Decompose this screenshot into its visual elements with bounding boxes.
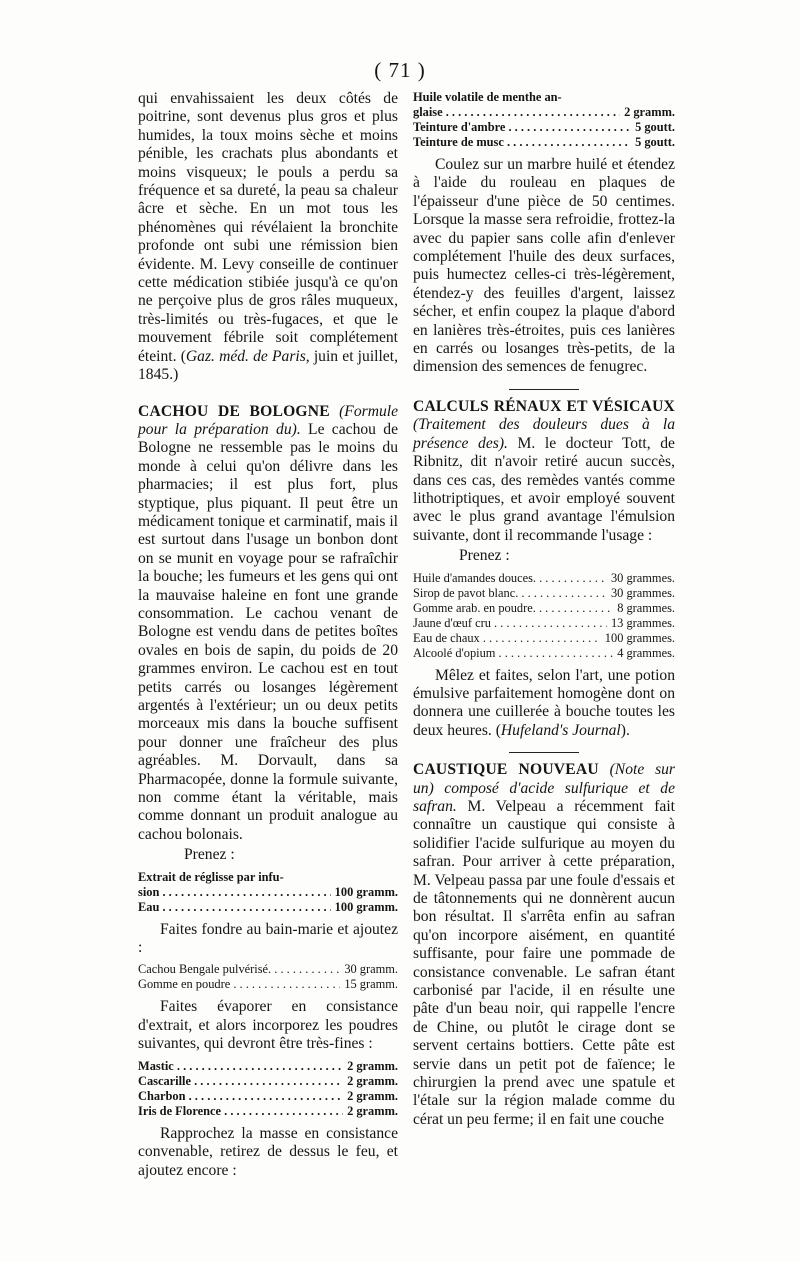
recipe-row: Eau . . . 100 gramm.	[138, 900, 398, 915]
entry-subtitle: (Formule pour la préparation du).	[138, 402, 399, 438]
entry-cachou-de-bologne: CACHOU DE BOLOGNE (Formule pour la préparation du). Le cachou de Bologne ne ressemble pas le moins du monde à celui qu'on délivre dans les pharmacies; il est plus fort, plus styptique, plus piquant. Il peut être un médicament tonique et carminatif, mais il est surtout dans l'usage un bonbon dont on se munit en voyage pour se rafraîchir la bouche; les fumeurs et les gens qui ont la mauvaise haleine en font une grande consommation. Le cachou venant de Bologne est vendu dans de petites boîtes ovales en bois de sapin, du poids de 20 grammes environ. Le cachou est en tout petits carrés ou losanges légèrement argentés à l'extérieur; un ou deux petits morceaux mis dans la bouche suffisent pour donner une fraîcheur des plus agréables. M. Dorvault, dans sa Pharmacopée, donne la formule suivante, non comme étant la véritable, mais comme donnant un produit analogue au cachou bolonais.	[138, 402, 399, 843]
entry-calculs-renaux: CALCULS RÉNAUX ET VÉSICAUX (Traitement des douleurs dues à la présence des). M. le docteur Tott, de Ribnitz, dit n'avoir retiré aucun succès, dans ces cas, des remèdes vantés comme lithotriptiques, et avoir employé souvent avec le plus grand avantage l'émulsion suivante, dont il recommande l'usage :	[413, 397, 675, 544]
recipe-row: Cascarille . . . 2 gramm.	[138, 1074, 398, 1089]
recipe-row: sion . . . 100 gramm.	[138, 885, 398, 900]
recipe-row: Iris de Florence . . . 2 gramm.	[138, 1104, 398, 1119]
entry-subtitle: (Note sur un) composé d'acide sulfurique et de safran.	[413, 761, 675, 815]
recipe-row: Teinture de musc . . . 5 goutt.	[413, 135, 675, 150]
citation: Gaz. méd. de Paris,	[185, 347, 310, 365]
recipe-list	[138, 1059, 398, 1119]
section-divider	[509, 752, 579, 753]
entry-subtitle: (Traitement des douleurs dues à la présence des).	[413, 416, 675, 452]
recipe-row: Alcoolé d'opium . . . 4 grammes.	[413, 646, 675, 661]
entry-caustique-nouveau: CAUSTIQUE NOUVEAU (Note sur un) composé d'acide sulfurique et de safran. M. Velpeau a récemment fait connaître un caustique qui consiste à solidifier l'acide sulfurique au moyen du safran. Pour arriver à cette préparation, M. Velpeau passa par une foule d'essais et de tâtonnements qui ne donnèrent aucun bon résultat. Il s'arrêta enfin au safran qu'on incorpore aisément, en quantité suffisante, pour faire une pommade de consistance convenable. Le safran étant carbonisé par l'acide, il en résulte une pâte d'un beau noir, qui rappelle l'encre de Chine, ou plutôt le cirage dont se servent certains bottiers. Cette pâte est servie dans un petit pot de faïence; le chirurgien la prend avec une spatule et l'étale sur la région malade comme du cérat un peu ferme; il en fait une couche	[413, 761, 675, 1128]
entry-title: CALCULS RÉNAUX ET VÉSICAUX	[413, 397, 675, 415]
citation: Hufeland's Journal	[500, 721, 621, 739]
paragraph-bronchite: qui envahissaient les deux côtés de poitrine, sont devenus plus gros et plus humides, la toux moins sèche et moins pénible, les crachats plus abondants et moins visqueux; le pouls a perdu sa fréquence et sa dureté, la peau sa chaleur âcre et sèche. En un mot tous les phénomènes qui révélaient la bronchite profonde ont subi une rémission bien évidente. M. Levy conseille de continuer cette médication stibiée jusqu'à ce qu'on ne perçoive plus de gros râles muqueux, très-limités ou très-fugaces, et que le mouvement fébrile soit complétement éteint. (Gaz. méd. de Paris, juin et juillet, 1845.)	[138, 90, 398, 384]
recipe-row: Cachou Bengale pulvérisé. . . . 30 gramm.	[138, 962, 398, 977]
paragraph-faites-fondre: Faites fondre au bain-marie et ajoutez :	[138, 920, 398, 957]
recipe-row: Teinture d'ambre . . . 5 goutt.	[413, 120, 675, 135]
recipe-row: Sirop de pavot blanc. . . . 30 grammes.	[413, 586, 675, 601]
paragraph-faites-evaporer: Faites évaporer en consistance d'extrait, et alors incorporez les poudres suivantes, qui devront être très-fines :	[138, 998, 398, 1053]
recipe-list	[413, 90, 675, 150]
recipe-list	[138, 962, 398, 992]
recipe-row: Gomme arab. en poudre. . . . 8 grammes.	[413, 601, 675, 616]
section-divider	[509, 389, 579, 390]
prenez-label: Prenez :	[459, 547, 510, 565]
recipe-row: Huile d'amandes douces. . . . 30 grammes.	[413, 571, 675, 586]
recipe-line: Extrait de réglisse par infu-	[138, 869, 284, 884]
prenez-label: Prenez :	[184, 846, 235, 864]
entry-title: CACHOU DE BOLOGNE	[138, 402, 330, 420]
recipe-row: Gomme en poudre . . . 15 gramm.	[138, 977, 398, 992]
recipe-row: Charbon . . . 2 gramm.	[138, 1089, 398, 1104]
left-column	[138, 90, 398, 1180]
recipe-row: Mastic . . . 2 gramm.	[138, 1059, 398, 1074]
paragraph-melez: Mêlez et faites, selon l'art, une potion émulsive parfaitement homogène dont on donnera une cuillerée à bouche toutes les deux heures. (Hufeland's Journal).	[413, 666, 675, 739]
recipe-list	[413, 571, 675, 661]
recipe-row: Jaune d'œuf cru . . . 13 grammes.	[413, 616, 675, 631]
right-column	[413, 90, 675, 1129]
page-number: ( 71 )	[374, 58, 426, 82]
recipe-list	[138, 870, 398, 915]
recipe-line: Huile volatile de menthe an-	[413, 90, 562, 104]
recipe-row: glaise . . . 2 gramm.	[413, 105, 675, 120]
paragraph-rapprochez: Rapprochez la masse en consistance convenable, retirez de dessus le feu, et ajoutez encore :	[138, 1124, 398, 1179]
recipe-row: Eau de chaux . . . 100 grammes.	[413, 631, 675, 646]
entry-title: CAUSTIQUE NOUVEAU	[413, 761, 599, 779]
paragraph-coulez: Coulez sur un marbre huilé et étendez à l'aide du rouleau en plaques de l'épaisseur d'une pièce de 50 centimes. Lorsque la masse sera refroidie, frottez-la avec du papier sans colle afin d'enlever complétement l'huile des deux surfaces, puis humectez celles-ci très-légèrement, étendez-y des feuilles d'argent, laissez sécher, et enfin coupez la plaque d'abord en lanières très-étroites, puis ces lanières en carrés ou losanges très-petits, de la dimension des semences de fenugrec.	[413, 156, 675, 376]
